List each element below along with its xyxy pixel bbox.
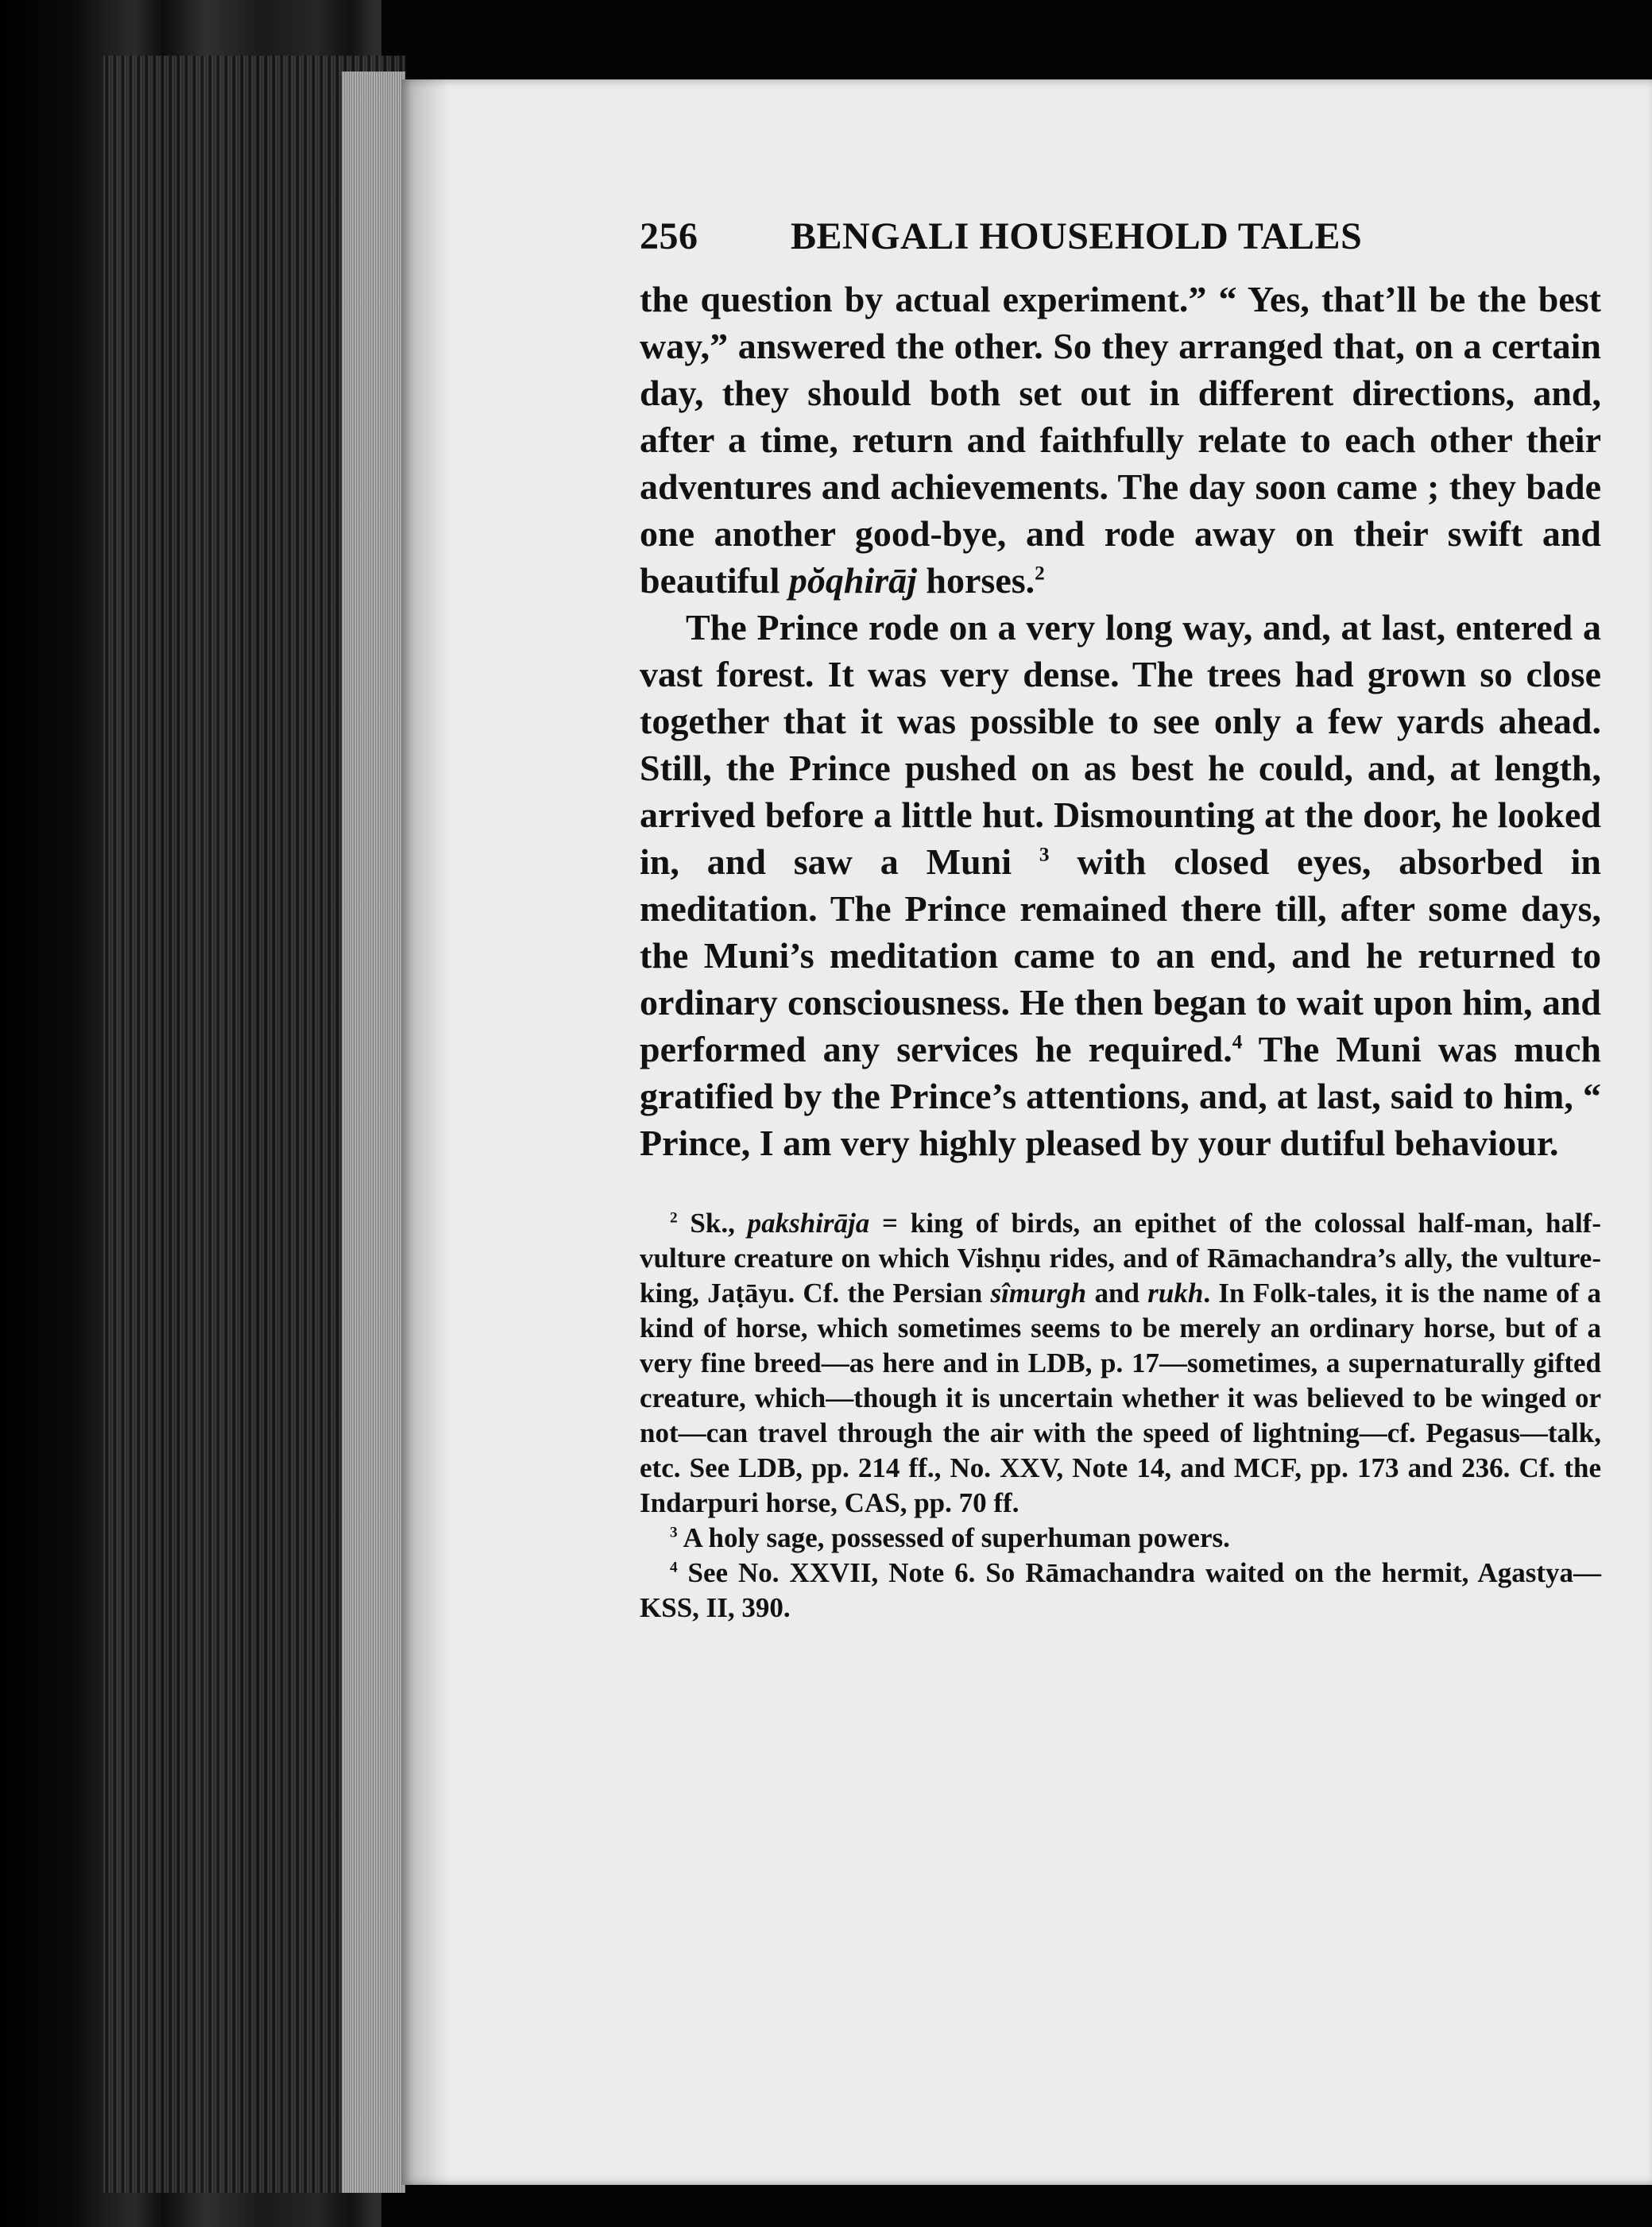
footnote-4-text: See No. XXVII, Note 6. So Rāmachandra waited on the hermit, Agastya—KSS, II, 390. (640, 1557, 1601, 1623)
footnote-2 (640, 1206, 1601, 1521)
p2-text-1: The Prince rode on a very long way, and, at last, entered a vast forest. It was very dense. The trees had grown so close together that it was possible to see only a few yards ahead. Still, the Prince pushed on as best he could, and, at length, arrived before a little hut. Dismounting at the door, he looked in, and saw a Muni (640, 607, 1601, 882)
footnote-mark-3: 3 (670, 1524, 678, 1541)
footnote-2-text-a: Sk., (677, 1208, 748, 1239)
paragraph-2 (640, 604, 1601, 1166)
running-head (640, 215, 1601, 258)
footnote-4 (640, 1556, 1601, 1626)
footnote-mark-2: 2 (670, 1209, 678, 1227)
footnote-mark-4: 4 (670, 1559, 678, 1576)
p1-text-end: horses. (916, 560, 1035, 601)
book-title: BENGALI HOUSEHOLD TALES (791, 215, 1363, 257)
gutter-shadow (401, 79, 449, 2185)
p2-text-2: with closed eyes, absorbed in meditation. The Prince remained there till, after some days, the Muni’s meditation came to an end, and he returned to ordinary consciousness. He then began to wait upon him, and performed any services he required. (640, 841, 1601, 1069)
p1-text: the question by actual experiment.” “ Yes, that’ll be the best way,” answered the other. So they arranged that, on a certain day, they should both set out in different directions, and, after a time, return and faithfully relate to each other their adventures and achievements. The day soon came ; they bade one another good-bye, and rode away on their swift and beautiful (640, 279, 1601, 601)
footnote-ref-2[interactable]: 2 (1035, 562, 1045, 585)
footnotes (640, 1206, 1601, 1626)
p2-text-3: The Muni was much gratified by the Prince’s attentions, and, at last, said to him, “ Prince, I am very highly pleased by your dutiful behaviour. (640, 1029, 1601, 1163)
book-page (401, 79, 1652, 2185)
footnote-2-rukh: rukh (1147, 1278, 1204, 1309)
page-edges-light (342, 72, 405, 2193)
footnote-2-text-b: = king of birds, an epithet of the colossal half-man, half-vulture creature on which Vishṇu rides, and of Rāmachandra’s ally, the vulture-king, Jaṭāyu. Cf. the Persian (640, 1208, 1601, 1309)
p1-italic-term: pŏqhirāj (788, 560, 917, 601)
paragraph-1 (640, 276, 1601, 604)
footnote-3 (640, 1521, 1601, 1556)
footnote-3-text: A holy sage, possessed of superhuman powers. (677, 1522, 1230, 1553)
footnote-2-simurgh: sîmurgh (990, 1278, 1087, 1309)
text-block (640, 215, 1601, 1626)
footnote-ref-4[interactable]: 4 (1232, 1030, 1243, 1054)
footnote-2-text-d: . In Folk-tales, it is the name of a kind of horse, which sometimes seems to be merely an ordinary horse, but of a very fine breed—as here and in LDB, p. 17—sometimes, a supernaturally gifted creature, which—though it is uncertain whether it was believed to be winged or not—can travel through the air with the speed of lightning—cf. Pegasus—talk, etc. See LDB, pp. 214 ff., No. XXV, Note 14, and MCF, pp. 173 and 236. Cf. the Indarpuri horse, CAS, pp. 70 ff. (640, 1278, 1601, 1518)
footnote-2-term: pakshirāja (747, 1208, 870, 1239)
footnote-2-text-c: and (1086, 1278, 1148, 1309)
footnote-ref-3[interactable]: 3 (1039, 843, 1050, 866)
page-number: 256 (640, 215, 698, 257)
